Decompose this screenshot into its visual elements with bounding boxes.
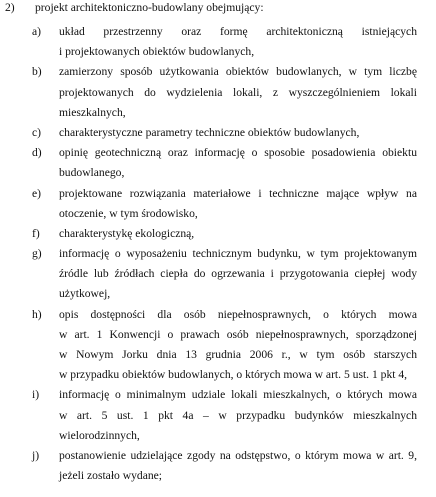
list-item: [0, 244, 436, 305]
item-text-line: w przypadku obiektów budowlanych, o których mowa w art. 5 ust. 1 pkt 4,: [59, 368, 408, 382]
item-list: [0, 22, 436, 486]
item-text-line: jeżeli zostało wydane;: [59, 469, 163, 483]
item-text-line: i projektowanych obiektów budowlanych,: [59, 45, 255, 59]
item-label: h): [32, 307, 42, 321]
item-text-line: postanowienie udzielające zgody na odstępstwo, o którym mowa w art. 9,: [59, 448, 417, 462]
item-label: e): [32, 186, 42, 200]
item-label: g): [32, 247, 42, 261]
item-label: j): [32, 448, 40, 462]
item-text-line: projektowanych do wydzielenia lokali, z wyszczególnieniem lokali: [59, 85, 417, 99]
item-text-line: informację o minimalnym udziale lokali mieszkalnych, o których mowa: [59, 388, 417, 402]
item-text-line: w art. 1 Konwencji o prawach osób niepełnosprawnych, sporządzonej: [59, 327, 417, 341]
item-text-line: budowlanego,: [59, 166, 125, 180]
item-text-line: zamierzony sposób użytkowania obiektów budowlanych, w tym liczbę: [59, 65, 417, 79]
list-item: [0, 123, 436, 143]
item-text-line: układ przestrzenny oraz formę architektoniczną istniejących: [59, 25, 417, 38]
list-item: [0, 62, 436, 123]
list-item: [0, 385, 436, 446]
item-text-line: otoczenie, w tym środowisko,: [59, 206, 198, 220]
item-text-line: charakterystykę ekologiczną,: [59, 226, 195, 240]
list-item: [0, 143, 436, 183]
list-item: [0, 184, 436, 224]
item-text-line: opis dostępności dla osób niepełnosprawnych, o których mowa: [59, 307, 417, 321]
item-text-line: charakterystyczne parametry techniczne obiektów budowlanych,: [59, 125, 360, 139]
item-label: i): [32, 388, 40, 402]
item-label: a): [32, 25, 42, 38]
item-text-line: mieszkalnych,: [59, 105, 126, 119]
list-item: [0, 305, 436, 386]
item-label: f): [32, 226, 40, 240]
item-text-line: w art. 5 ust. 1 pkt 4a – w przypadku budynków mieszkalnych: [59, 408, 417, 422]
point-heading: projekt architektoniczno-budowlany obejmujący:: [35, 1, 264, 14]
list-item: [0, 446, 436, 486]
item-text-line: użytkowej,: [59, 287, 111, 301]
item-text-line: opinię geotechniczną oraz informację o sposobie posadowienia obiektu: [59, 146, 417, 160]
item-label: d): [32, 146, 42, 160]
item-text-line: informację o wyposażeniu technicznym budynku, w tym projektowanym: [59, 247, 417, 261]
item-text-line: projektowane rozwiązania materiałowe i techniczne mające wpływ na: [59, 186, 417, 200]
list-item: [0, 224, 436, 244]
point-2: [0, 0, 436, 20]
point-number: 2): [5, 1, 15, 14]
item-text-line: w Nowym Jorku dnia 13 grudnia 2006 r., w tym osób starszych: [59, 348, 417, 361]
item-text-line: wielorodzinnych,: [59, 428, 140, 442]
item-label: b): [32, 65, 42, 79]
item-text-line: źródle lub źródłach ciepła do ogrzewania i przygotowania ciepłej wody: [59, 267, 417, 281]
list-item: [0, 22, 436, 62]
item-label: c): [32, 125, 42, 139]
